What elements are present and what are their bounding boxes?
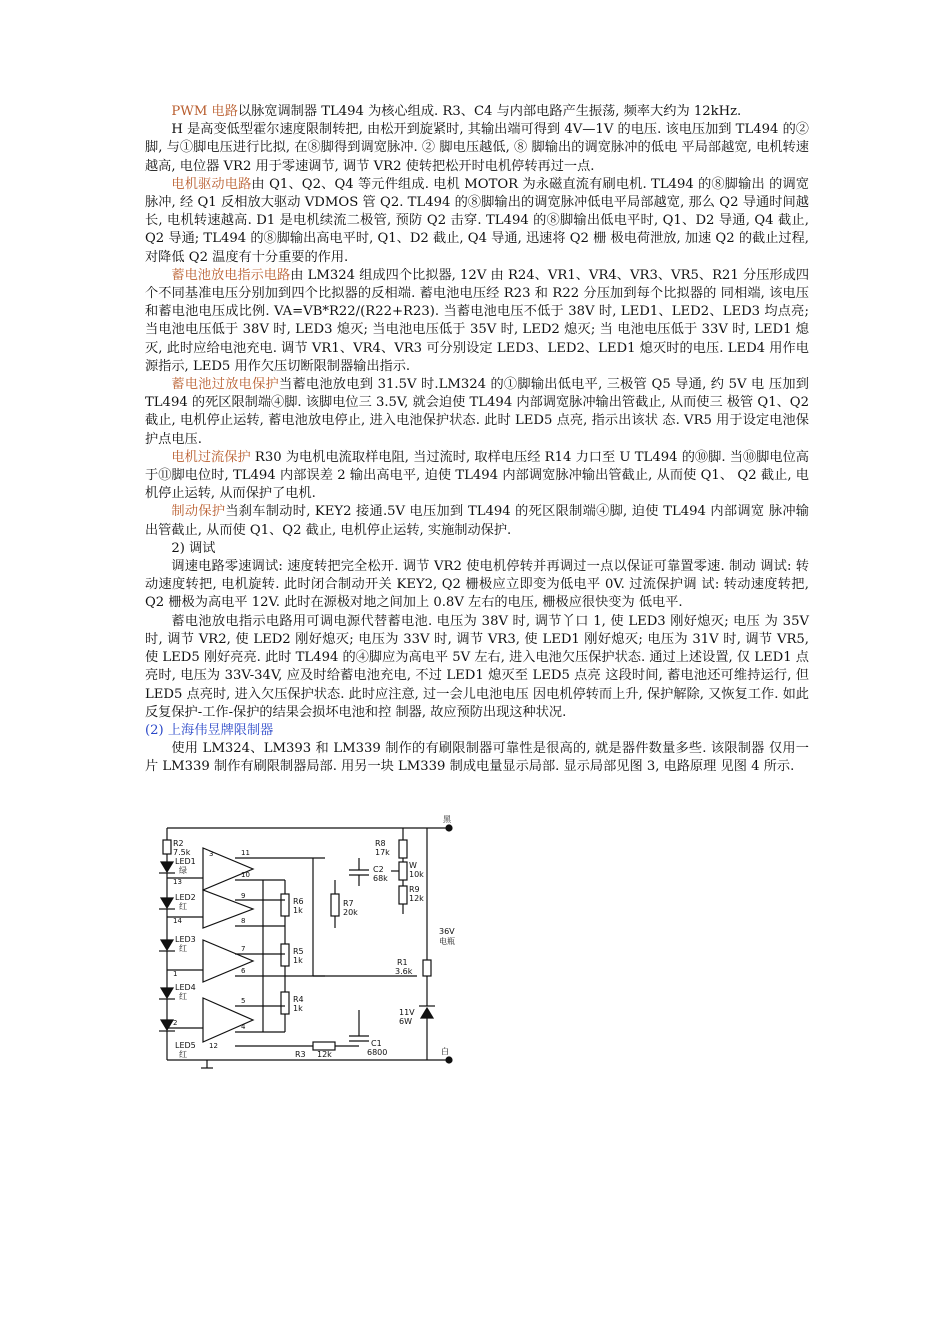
r9-label: R9: [409, 885, 420, 894]
led3-symbol: [159, 940, 175, 951]
pin-label: 10: [241, 871, 250, 879]
led5-label: LED5: [175, 1041, 196, 1050]
led2-symbol: [159, 898, 175, 909]
r7-resistor: [331, 894, 339, 916]
paragraph-battery-indicator: [145, 267, 809, 376]
pin-label: 11: [241, 849, 250, 857]
c2-value: 68k: [373, 874, 388, 883]
paragraph-text: 当刹车制动时, KEY2 接通.5V 电压加到 TL494 的死区限制端④脚, 迫使 TL494 内部调宽 脉冲输出管截止, 从而使 Q1、Q2 截止, 电机停止运转, 实施制动保护.: [145, 504, 809, 538]
paragraph-text: 以脉宽调制器 TL494 为核心组成. R3、C4 与内部电路产生振荡, 频率大约为 12kHz.: [237, 104, 742, 119]
heading-pwm-link[interactable]: PWM 电路: [171, 104, 238, 119]
r3-label: R3: [295, 1050, 306, 1059]
circuit-schematic: [145, 810, 465, 1072]
comparator-2: [203, 890, 253, 928]
w-value: 10k: [409, 870, 424, 879]
paragraph-text: R30 为电机电流取样电阻, 当过流时, 取样电压经 R14 力口至 U TL494 的⑩脚. 当⑩脚电位高于⑪脚电位时, TL494 内部误差 2 输出高电平, 迫使 TL494 内部调宽脉冲输出管截止, 从而使 Q1、 Q2 截止, 电机停止运转, 从而保护了电机.: [145, 449, 809, 502]
r2-resistor: [163, 840, 171, 854]
r4-value: 1k: [293, 1004, 303, 1013]
led4-label: LED4: [175, 983, 196, 992]
pin-label: 9: [241, 892, 246, 900]
r6-resistor: [281, 894, 289, 916]
led4-symbol: [159, 988, 175, 999]
r3-resistor: [313, 1042, 335, 1050]
pin-label: 13: [173, 878, 182, 886]
w-label: W: [409, 861, 417, 870]
r1-value: 3.6k: [395, 967, 413, 976]
led3-label: LED3: [175, 935, 196, 944]
r4-resistor: [281, 992, 289, 1014]
zener-value: 6W: [399, 1017, 412, 1026]
r9-value: 12k: [409, 894, 424, 903]
heading-over-discharge-link[interactable]: 蓄电池过放电保护: [171, 377, 279, 393]
led3-color: 红: [179, 944, 187, 953]
paragraph-motor-drive: [145, 176, 809, 267]
paragraph-debug: [145, 558, 809, 613]
black-terminal-label: 黑: [443, 815, 451, 824]
pin-label: 3: [209, 850, 214, 858]
paragraph-hall: [145, 121, 809, 176]
r4-label: R4: [293, 995, 304, 1004]
pin-label: 2: [173, 1019, 178, 1027]
r5-label: R5: [293, 947, 304, 956]
c1-value: 6800: [367, 1048, 388, 1057]
paragraph-over-discharge: [145, 376, 809, 449]
led1-symbol: [159, 862, 175, 873]
r8-value: 17k: [375, 848, 390, 857]
r8-label: R8: [375, 839, 386, 848]
heading-brake-link[interactable]: 制动保护: [171, 504, 226, 520]
schematic-drawing: [145, 810, 465, 1072]
r1-label: R1: [397, 958, 408, 967]
led2-label: LED2: [175, 893, 196, 902]
paragraph-text: 由 Q1、Q2、Q4 等元件组成. 电机 MOTOR 为永磁直流有刷电机. TL494 的⑧脚输出 的调宽脉冲, 经 Q1 反相放大驱动 VDMOS 管 Q2. TL494 的⑧脚输出的调宽脉冲低电平局部越宽, 那么 Q2 导通时间越长, 电机转速越高. D1 是电机续流二极管, 预防 Q2 击穿. TL494 的⑧脚输出低电平时, Q1、D2 导通, Q4 截止, Q2 导通; TL494 的⑧脚输出高电平时, Q1、D2 截止, Q4 导通, 迅速将 Q2 栅 极电荷泄放, 加速 Q2 的截止过程, 对降低 Q2 温度有十分重要的作用.: [145, 176, 809, 265]
pin-label: 14: [173, 917, 182, 925]
paragraph-text: (2) 上海伟昱牌限制器: [145, 722, 274, 738]
document-body: [145, 103, 809, 777]
section-heading-debug: [145, 540, 809, 558]
paragraph-text: 当蓄电池放电到 31.5V 时.LM324 的①脚输出低电平, 三极管 Q5 导通, 约 5V 电 压加到 TL494 的死区限制端④脚. 该脚电位三 3.5V, 就会迫使 TL494 内部调宽脉冲输出管截止, 从而使三 极管 Q1、Q2 截止, 电机停止运转, 蓄电池放电停止, 进入电池保护状态. 此时 LED5 点亮, 指示出该状 态. VR5 用于设定电池保护点电压.: [145, 377, 809, 447]
paragraph-brake: [145, 503, 809, 539]
pin-label: 7: [241, 945, 246, 953]
white-terminal-label: 白: [441, 1047, 449, 1056]
paragraph-indicator-debug: [145, 613, 809, 722]
r8-resistor: [399, 840, 407, 858]
comparator-4: [203, 998, 253, 1042]
c2-label: C2: [373, 865, 384, 874]
w-potentiometer: [399, 862, 407, 880]
r2-value: 7.5k: [173, 848, 191, 857]
paragraph-text: 使用 LM324、LM393 和 LM339 制作的有刷限制器可靠性是很高的, 就是器件数量多些. 该限制器 仅用一片 LM339 制作有刷限制器局部. 用另一块 LM339 制成电量显示局部. 显示局部见图 3, 电路原理 见图 4 所示.: [145, 741, 809, 775]
paragraph-overcurrent: [145, 449, 809, 504]
r3-value: 12k: [317, 1050, 332, 1059]
r5-resistor: [281, 944, 289, 966]
r6-value: 1k: [293, 906, 303, 915]
pin-label: 12: [209, 1042, 218, 1050]
paragraph-text: 蓄电池放电指示电路用可调电源代替蓄电池. 电压为 38V 时, 调节丫口 1, 使 LED3 刚好熄灭; 电压 为 35V 时, 调节 VR2, 使 LED2 刚好熄灭; 电压为 33V 时, 调节 VR3, 使 LED1 刚好熄灭; 电压为 31V 时, 调节 VR5, 使 LED5 刚好亮亮. 此时 TL494 的④脚应为高电平 5V 左右, 进入电池欠压保护状态. 通过上述设置, 仅 LED1 点亮时, 电压为 33V-34V, 应及时给蓄电池充电, 不过 LED1 熄灭至 LED5 点亮 这段时间, 蓄电池还可维持运行, 但 LED5 点亮时, 进入欠压保护状态. 此时应注意, 过一会儿电池电压 因电机停转而上升, 保护解除, 又恢复工作. 如此反复保护-工作-保护的结果会损坏电池和控 制器, 故应预防出现这种状况.: [145, 613, 809, 720]
pin-label: 6: [241, 967, 246, 975]
r9-resistor: [399, 886, 407, 904]
pin-label: 5: [241, 997, 246, 1005]
zener-diode: [419, 1006, 435, 1018]
r6-label: R6: [293, 897, 304, 906]
led2-color: 红: [179, 902, 187, 911]
led5-color: 红: [179, 1050, 187, 1059]
led4-color: 红: [179, 992, 187, 1001]
pin-label: 4: [241, 1023, 246, 1031]
paragraph-text: 调速电路零速调试: 速度转把完全松开. 调节 VR2 使电机停转并再调过一点以保证可靠置零速. 制动 调试: 转动速度转把, 电机旋转. 此时闭合制动开关 KEY2, Q2 栅极应立即变为低电平 0V. 过流保护调 试: 转动速度转把, Q2 栅极为高电平 12V. 此时在源极对地之间加上 0.8V 左右的电压, 栅极应很快变为 低电平.: [145, 559, 809, 611]
paragraph-text: H 是高变低型霍尔速度限制转把, 由松开到旋紧时, 其输出端可得到 4V—1V 的电压. 该电压加到 TL494 的②脚, 与①脚电压进行比拟, 在⑧脚得到调宽脉冲. ② 脚电压越低, ⑧ 脚输出的调宽脉冲的低电 平局部越宽, 电机转速越高, 电位器 VR2 用于零速调节, 调节 VR2 使转把松开时电机停转再过一点.: [145, 122, 809, 174]
zener-label: 11V: [399, 1008, 415, 1017]
r7-value: 20k: [343, 908, 358, 917]
paragraph-text: 2) 调试: [171, 540, 216, 556]
heading-battery-indicator-link[interactable]: 蓄电池放电指示电路: [171, 267, 291, 283]
r5-value: 1k: [293, 956, 303, 965]
pin-label: 1: [173, 970, 178, 978]
heading-overcurrent-link[interactable]: 电机过流保护: [171, 449, 251, 465]
paragraph-weiyu: [145, 740, 809, 776]
voltage-label: 36V: [439, 927, 455, 936]
c1-label: C1: [371, 1039, 382, 1048]
battery-label: 电瓶: [439, 937, 455, 946]
paragraph-pwm: [145, 103, 809, 121]
heading-motor-drive-link[interactable]: 电机驱动电路: [171, 176, 252, 192]
led1-label: LED1: [175, 857, 196, 866]
r1-resistor: [423, 960, 431, 976]
paragraph-text: 由 LM324 组成四个比拟器, 12V 由 R24、VR1、VR4、VR3、VR5、R21 分压形成四个不同基准电压分别加到四个比拟器的反相端. 蓄电池电压经 R23 和 R22 分压加到每个比拟器的 同相端, 该电压和蓄电池电压成比例. VA=VB*R22/(R22+R23). 当蓄电池电压不低于 38V 时, LED1、LED2、LED3 均点亮; 当电池电压低于 38V 时, LED3 熄灭; 当电池电压低于 35V 时, LED2 熄灭; 当 电池电压低于 33V 时, LED1 熄灭, 此时应给电池充电. 调节 VR1、VR4、VR3 可分别设定 LED3、LED2、LED1 熄灭时的电压. LED4 用作电源指示, LED5 用作欠压切断限制器输出指示.: [145, 267, 810, 374]
led1-color: 绿: [179, 866, 187, 875]
r2-label: R2: [173, 839, 184, 848]
pin-label: 8: [241, 917, 246, 925]
r7-label: R7: [343, 899, 354, 908]
section-heading-weiyu-link[interactable]: [145, 722, 809, 740]
